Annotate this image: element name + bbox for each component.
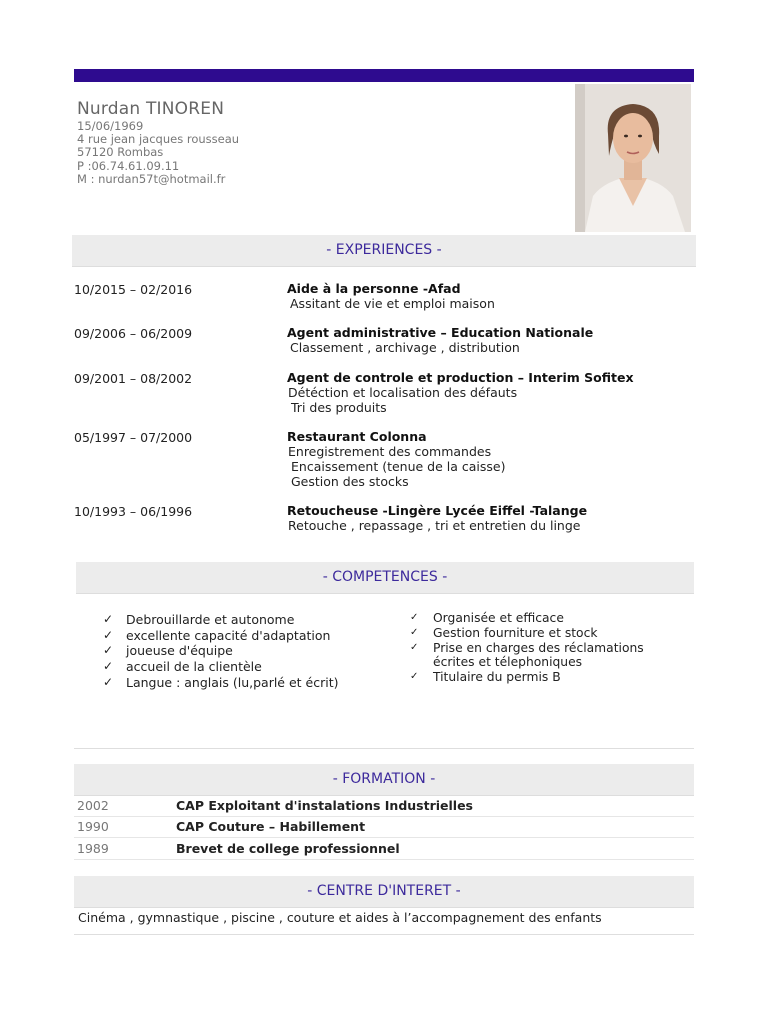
experience-dates: 09/2006 – 06/2009 [74,326,193,341]
experience-detail: Classement , archivage , distribution [290,340,520,355]
address-line-1: 4 rue jean jacques rousseau [77,132,240,147]
experience-title: Restaurant Colonna [287,429,427,444]
experience-title: Aide à la personne -Afad [287,281,461,296]
formation-year: 1989 [77,841,109,856]
formation-title: CAP Couture – Habillement [176,819,366,834]
list-item [103,612,339,628]
competence-label: écrites et télephoniques [433,655,583,670]
experience-detail: Assitant de vie et emploi maison [290,296,495,311]
competence-label: Gestion fourniture et stock [433,625,598,640]
formation-heading: - FORMATION - [74,764,694,796]
competence-label: Titulaire du permis B [433,670,561,685]
formation-title: CAP Exploitant d'instalations Industrielles [176,798,473,813]
experience-title: Agent de controle et production – Interim Sofitex [287,370,634,385]
competences-right-list [410,611,644,685]
table-row [74,795,694,817]
check-icon: ✓ [103,643,114,658]
formation-title: Brevet de college professionnel [176,841,400,856]
table-row [74,838,694,860]
list-item [410,611,644,626]
experience-detail: Retouche , repassage , tri et entretien du linge [288,518,581,533]
experience-dates: 10/2015 – 02/2016 [74,282,193,297]
list-item [103,628,339,644]
competence-label: joueuse d'équipe [126,643,233,659]
email: M : nurdan57t@hotmail.fr [77,171,226,186]
check-icon: ✓ [410,641,419,653]
formation-year: 1990 [77,819,109,834]
interests-heading: - CENTRE D'INTERET - [74,876,694,908]
check-icon: ✓ [103,612,114,626]
competence-label: excellente capacité d'adaptation [126,627,331,643]
table-row [74,816,694,838]
check-icon: ✓ [410,612,419,623]
list-item [103,675,339,691]
experiences-heading: - EXPERIENCES - [72,235,696,267]
competence-label: Organisée et efficace [433,611,564,625]
experience-dates: 09/2001 – 08/2002 [74,371,193,386]
list-item [103,643,339,659]
check-icon: ✓ [410,671,419,683]
experience-dates: 05/1997 – 07/2000 [74,430,193,445]
profile-photo [575,84,691,232]
competence-label: Langue : anglais (lu,parlé et écrit) [126,674,339,690]
list-item-continuation [410,655,644,670]
competence-label: accueil de la clientèle [126,659,262,675]
check-icon: ✓ [103,627,114,642]
check-icon: ✓ [410,626,419,638]
candidate-name: Nurdan TINOREN [77,99,225,119]
section-divider [74,748,694,749]
list-item [410,670,644,685]
phone: P :06.74.61.09.11 [77,158,180,173]
experience-detail: Encaissement (tenue de la caisse) [291,459,506,474]
competences-heading: - COMPETENCES - [76,562,694,594]
experience-detail: Gestion des stocks [291,474,409,489]
competences-left-list [103,612,339,691]
competence-label: Prise en charges des réclamations [433,640,644,655]
contact-block [77,120,239,186]
interests-text: Cinéma , gymnastique , piscine , couture et aides à l’accompagnement des enfants [78,910,602,925]
section-divider [74,934,694,935]
experience-dates: 10/1993 – 06/1996 [74,504,193,519]
competence-label: Debrouillarde et autonome [126,612,295,627]
experience-detail: Enregistrement des commandes [288,444,492,459]
experience-detail: Détéction et localisation des défauts [288,385,518,400]
experience-detail: Tri des produits [291,400,387,415]
experience-title: Agent administrative – Education Nationale [287,325,594,340]
list-item [410,626,644,641]
address-line-2: 57120 Rombas [77,145,164,160]
formation-year: 2002 [77,798,109,813]
list-item [103,659,339,675]
check-icon: ✓ [103,674,114,689]
birthdate: 15/06/1969 [77,119,144,133]
check-icon: ✓ [103,659,114,674]
portrait-illustration [575,84,691,232]
list-item [410,641,644,656]
top-accent-bar [74,69,694,82]
experience-title: Retoucheuse -Lingère Lycée Eiffel -Talange [287,503,588,518]
